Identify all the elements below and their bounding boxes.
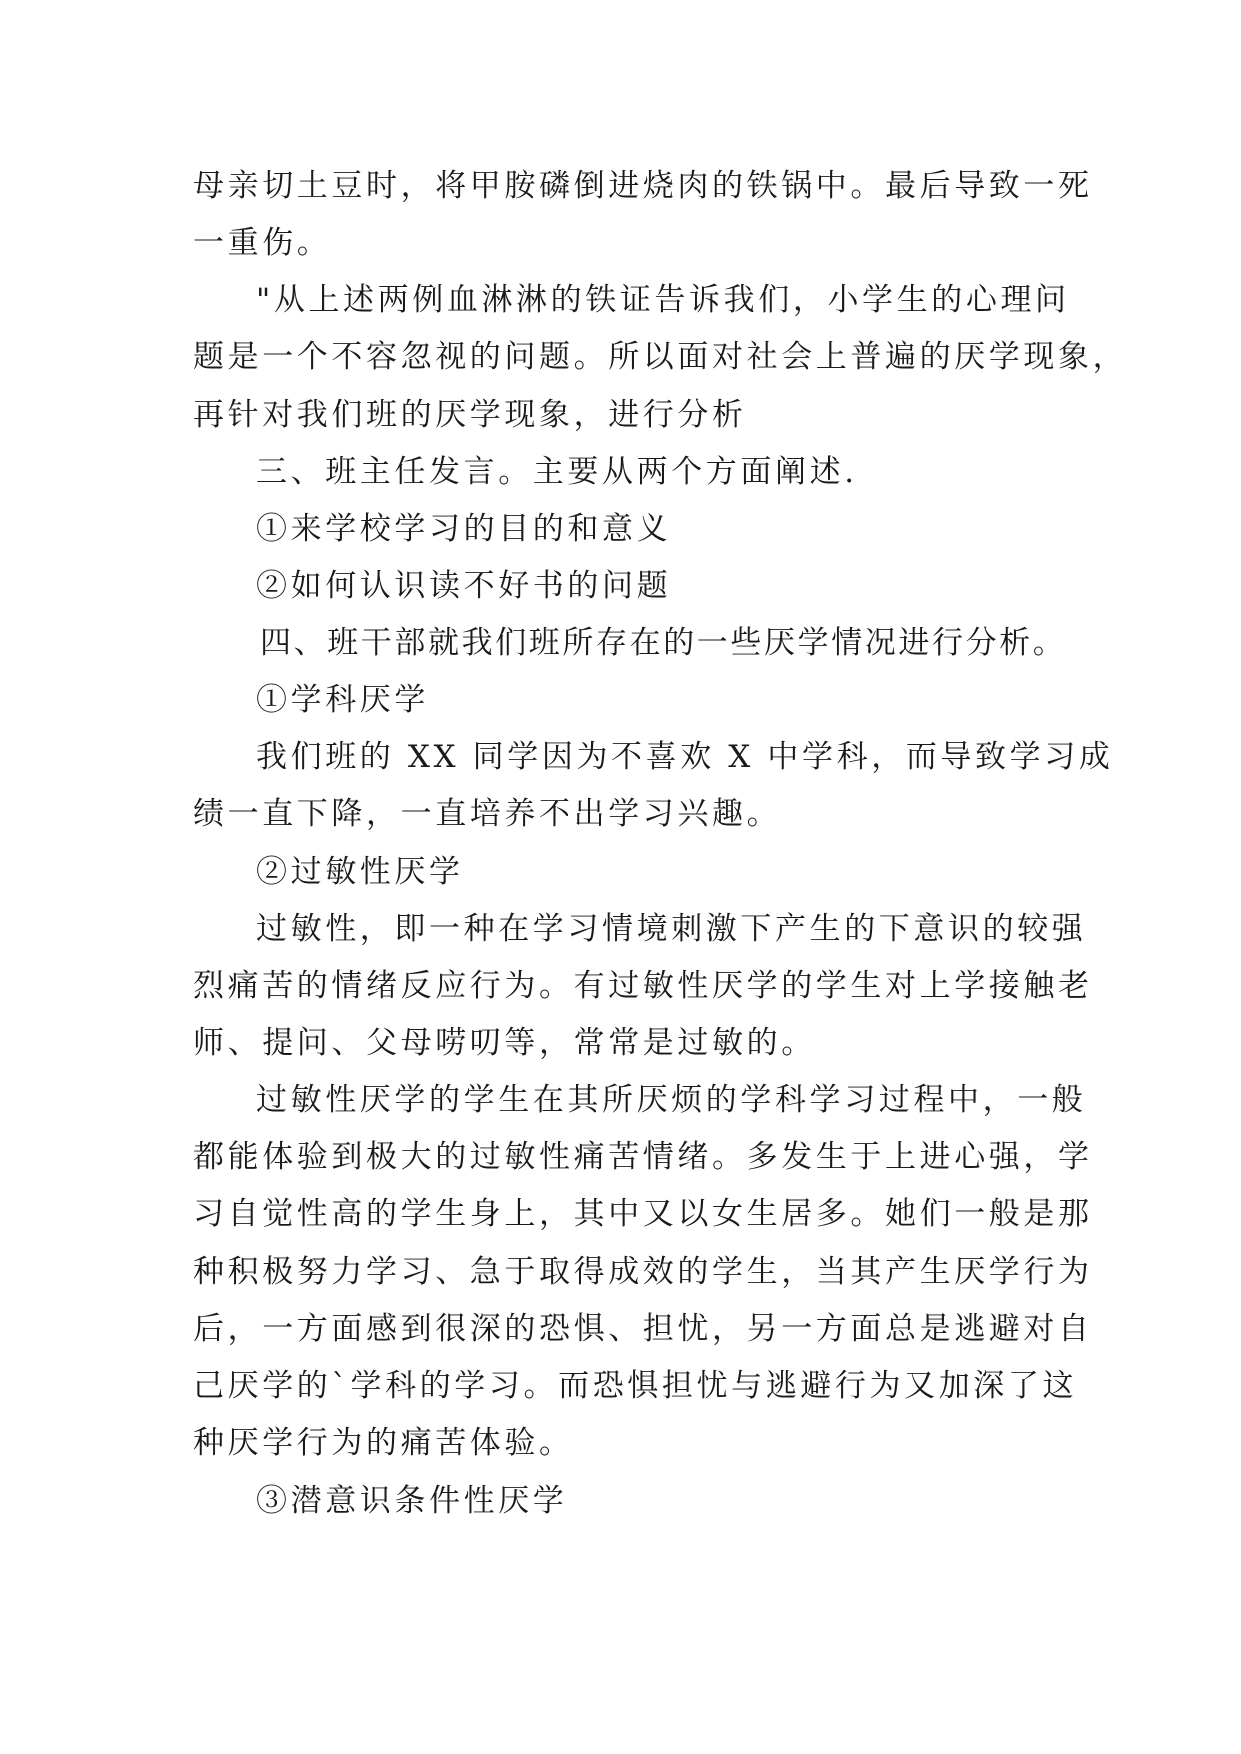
paragraph-line: 我们班的 XX 同学因为不喜欢 X 中学科，而导致学习成 (256, 739, 1114, 775)
paragraph-line: 烈痛苦的情绪反应行为。有过敏性厌学的学生对上学接触老 (193, 968, 1093, 1004)
paragraph-line: 一重伤。 (193, 225, 332, 261)
paragraph-line: "从上述两例血淋淋的铁证告诉我们，小学生的心理问 (256, 282, 1070, 318)
paragraph-line: 后，一方面感到很深的恐惧、担忧，另一方面总是逃避对自 (193, 1311, 1093, 1347)
subsection-heading: ②过敏性厌学 (256, 854, 464, 890)
paragraph-line: 师、提问、父母唠叨等，常常是过敏的。 (193, 1025, 816, 1061)
paragraph-line: 母亲切土豆时，将甲胺磷倒进烧肉的铁锅中。最后导致一死 (193, 168, 1093, 204)
paragraph-line: 题是一个不容忽视的问题。所以面对社会上普遍的厌学现象， (193, 339, 1128, 375)
paragraph-line: 再针对我们班的厌学现象，进行分析 (193, 397, 747, 433)
subsection-heading: ①学科厌学 (256, 682, 429, 718)
section-heading: 三、班主任发言。主要从两个方面阐述. (256, 454, 858, 490)
paragraph-line: 过敏性，即一种在学习情境刺激下产生的下意识的较强 (256, 911, 1087, 947)
paragraph-line: 绩一直下降，一直培养不出学习兴趣。 (193, 796, 782, 832)
paragraph-line: 习自觉性高的学生身上，其中又以女生居多。她们一般是那 (193, 1196, 1093, 1232)
paragraph-line: 种积极努力学习、急于取得成效的学生，当其产生厌学行为 (193, 1254, 1093, 1290)
section-heading: 四、班干部就我们班所存在的一些厌学情况进行分析。 (260, 625, 1067, 661)
paragraph-line: 己厌学的`学科的学习。而恐惧担忧与逃避行为又加深了这 (193, 1368, 1078, 1404)
paragraph-line: 都能体验到极大的过敏性痛苦情绪。多发生于上进心强，学 (193, 1139, 1093, 1175)
paragraph-line: 过敏性厌学的学生在其所厌烦的学科学习过程中，一般 (256, 1082, 1087, 1118)
paragraph-line: 种厌学行为的痛苦体验。 (193, 1425, 574, 1461)
list-item: ①来学校学习的目的和意义 (256, 511, 672, 547)
list-item: ②如何认识读不好书的问题 (256, 568, 672, 604)
subsection-heading: ③潜意识条件性厌学 (256, 1483, 568, 1519)
